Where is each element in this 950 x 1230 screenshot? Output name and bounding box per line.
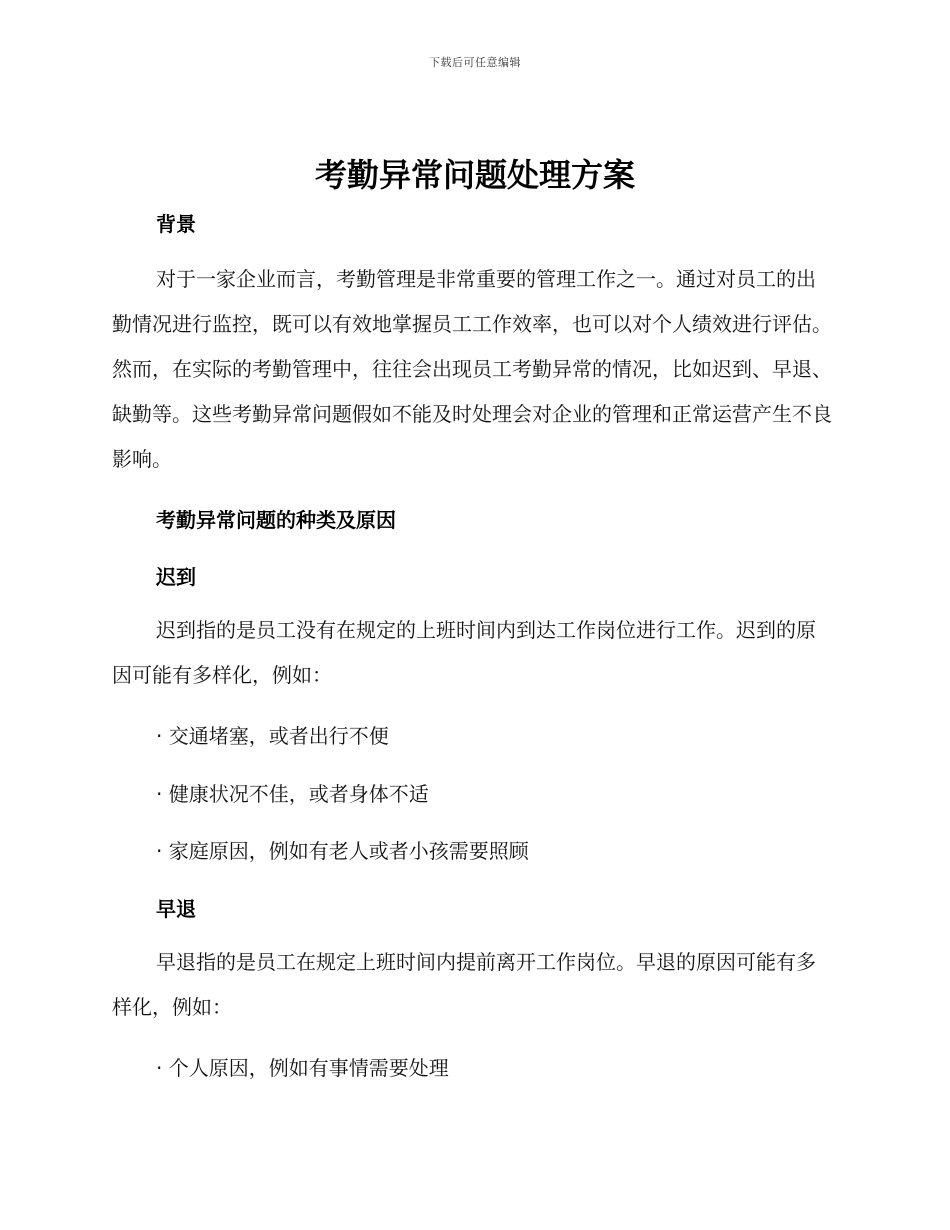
list-item: · 个人原因，例如有事情需要处理 bbox=[156, 1056, 449, 1080]
list-item: · 健康状况不佳，或者身体不适 bbox=[156, 782, 429, 806]
subheading-early-leave: 早退 bbox=[156, 897, 196, 921]
paragraph-early-leave: 早退指的是员工在规定上班时间内提前离开工作岗位。早退的原因可能有多样化，例如： bbox=[112, 950, 816, 1019]
section-heading-background: 背景 bbox=[156, 212, 196, 236]
list-item: · 家庭原因，例如有老人或者小孩需要照顾 bbox=[156, 839, 529, 863]
subheading-late: 迟到 bbox=[156, 565, 196, 589]
header-note: 下载后可任意编辑 bbox=[429, 56, 521, 69]
paragraph-late: 迟到指的是员工没有在规定的上班时间内到达工作岗位进行工作。迟到的原因可能有多样化，例如： bbox=[112, 618, 816, 687]
section-heading-types: 考勤异常问题的种类及原因 bbox=[156, 508, 396, 532]
list-item: · 交通堵塞，或者出行不便 bbox=[156, 724, 389, 748]
document-title: 考勤异常问题处理方案 bbox=[314, 156, 635, 194]
paragraph-background: 对于一家企业而言，考勤管理是非常重要的管理工作之一。通过对员工的出勤情况进行监控，既可以有效地掌握员工工作效率，也可以对个人绩效进行评估。然而，在实际的考勤管理中，往往会出现员工考勤异常的情况，比如迟到、早退、缺勤等。这些考勤异常问题假如不能及时处理会对企业的管理和正常运营产生不良影响。 bbox=[112, 267, 832, 471]
